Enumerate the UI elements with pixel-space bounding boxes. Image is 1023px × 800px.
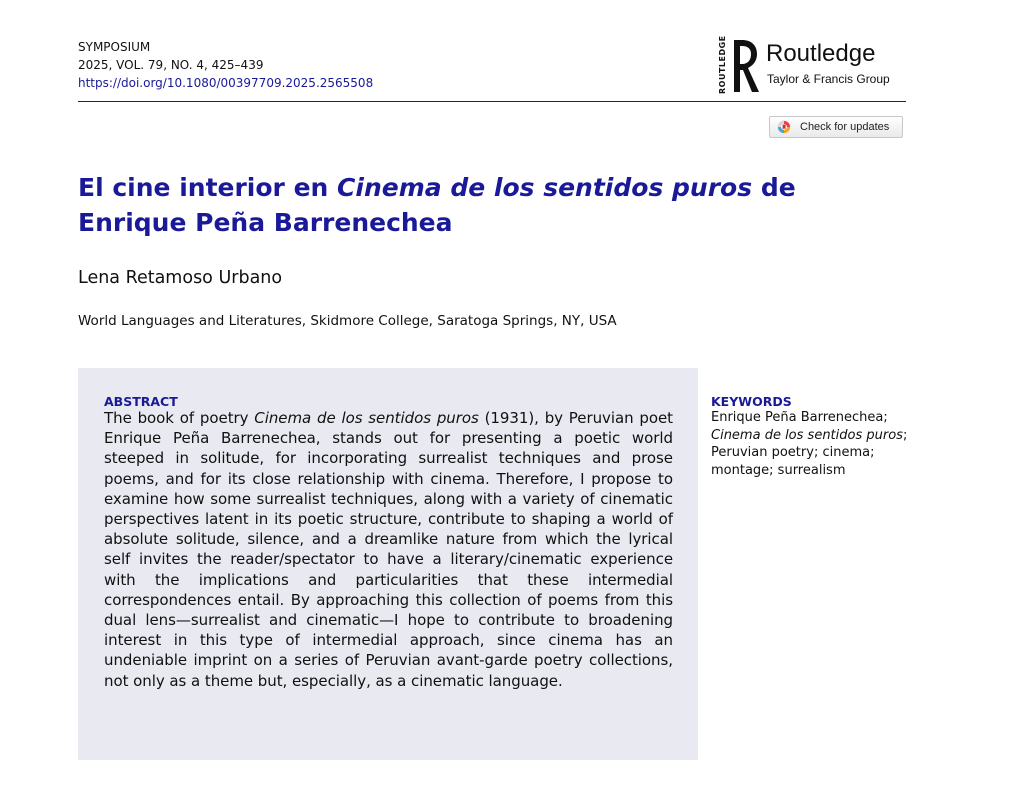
article-title-part1: El cine interior en <box>78 173 338 202</box>
journal-issue: 2025, VOL. 79, NO. 4, 425–439 <box>78 58 264 72</box>
article-title-italic: Cinema de los sentidos puros <box>337 173 753 202</box>
publisher-group: Taylor & Francis Group <box>767 72 890 86</box>
author-name[interactable]: Lena Retamoso Urbano <box>78 268 283 288</box>
abstract-text-part1: The book of poetry <box>104 409 255 427</box>
check-for-updates-label: Check for updates <box>800 121 890 133</box>
article-title <box>78 170 838 240</box>
abstract-text-italic: Cinema de los sentidos puros <box>254 409 479 427</box>
crossmark-icon <box>777 120 791 134</box>
publisher-logo[interactable] <box>718 35 906 94</box>
publisher-vertical-mark: ROUTLEDGE <box>718 35 727 94</box>
routledge-r-icon <box>730 38 760 94</box>
header-divider <box>78 101 906 102</box>
publisher-name: Routledge <box>766 40 876 67</box>
keywords-heading: KEYWORDS <box>711 394 792 409</box>
keywords-part2: ; Peruvian poetry; cinema; montage; surrealism <box>711 427 908 478</box>
journal-meta <box>78 38 373 92</box>
abstract-heading: ABSTRACT <box>104 394 178 409</box>
abstract-text-part2: (1931), by Peruvian poet Enrique Peña Barrenechea, stands out for presenting a poetic world steeped in solitude, for incorporating surrealist techniques and prose poems, and for its close relationship with cinema. Therefore, I propose to examine how some surrealist techniques, along with a variety of cinematic perspectives latent in its poetic structure, contribute to shaping a world of absolute solitude, silence, and a dreamlike nature from which the lyrical self invites the reader/spectator to have a literary/cinematic experience with the implications and particularities that these intermedial correspondences entail. By approaching this collection of poems from this dual lens—surrealist and cinematic—I hope to contribute to broadening interest in this type of intermedial approach, since cinema has an undeniable imprint on a series of Peruvian avant-garde poetry collections, not only as a theme but, especially, as a cinematic language. <box>104 409 673 690</box>
keywords-italic: Cinema de los sentidos puros <box>711 427 903 443</box>
author-affiliation: World Languages and Literatures, Skidmore College, Saratoga Springs, NY, USA <box>78 313 617 329</box>
check-for-updates-button[interactable] <box>769 116 903 138</box>
doi-link[interactable]: https://doi.org/10.1080/00397709.2025.2565508 <box>78 76 374 90</box>
keywords-list <box>711 409 911 479</box>
keywords-part1: Enrique Peña Barrenechea; <box>711 410 888 425</box>
article-title-part2: de Enrique Peña Barrenechea <box>78 173 796 237</box>
journal-name: SYMPOSIUM <box>78 40 151 54</box>
abstract-body <box>104 408 673 691</box>
